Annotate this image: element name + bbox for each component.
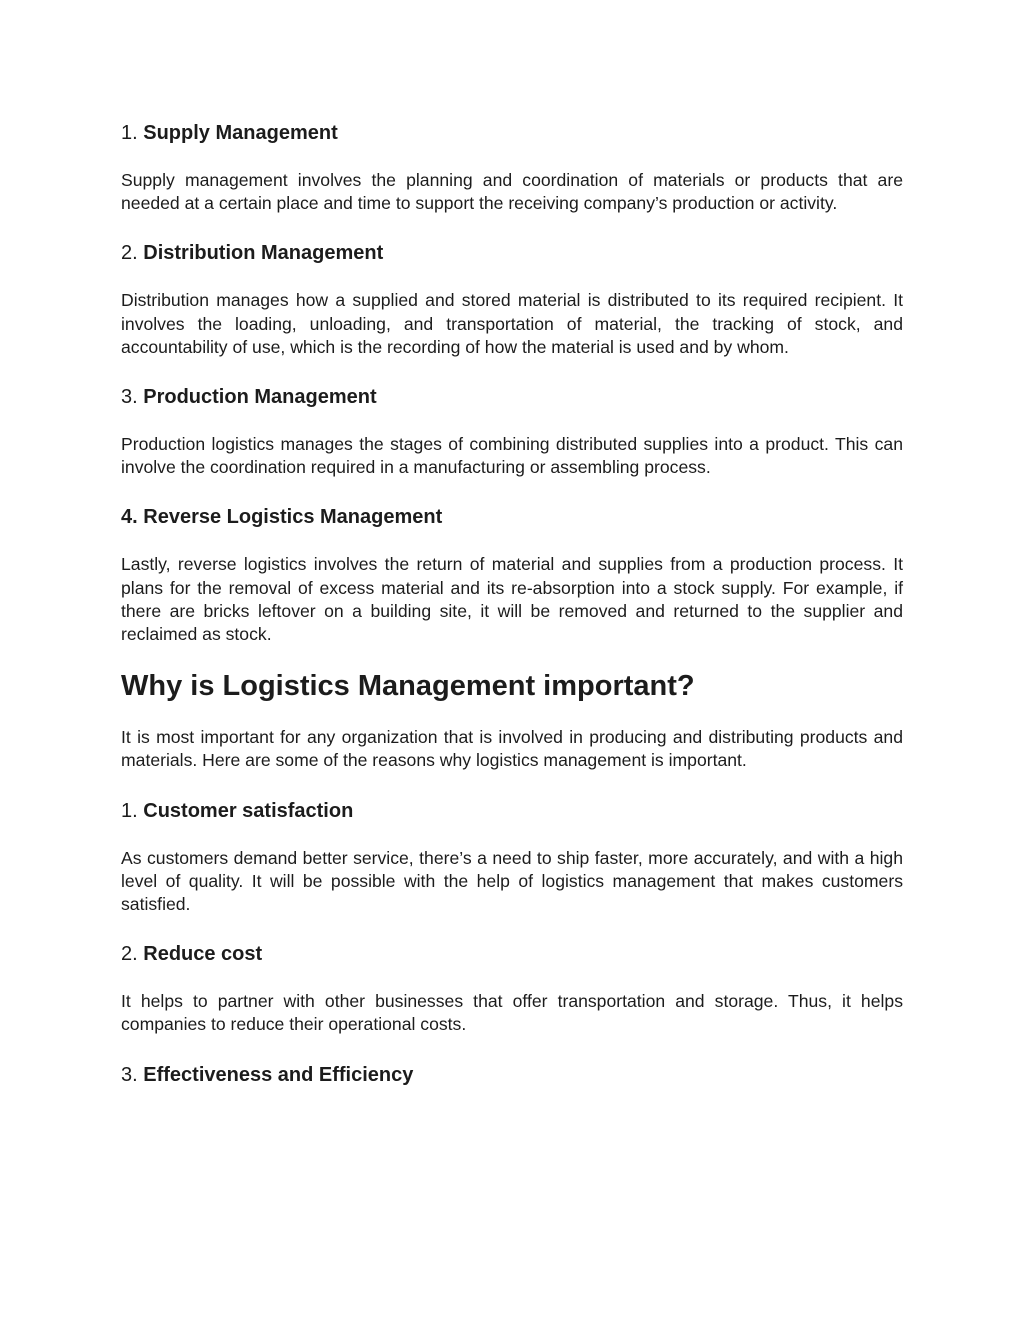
reason-number: 2. xyxy=(121,943,138,966)
section-title: Reverse Logistics Management xyxy=(143,506,443,529)
document-page xyxy=(121,121,903,1087)
section-title: Supply Management xyxy=(143,122,338,144)
reason-heading-reduce-cost xyxy=(121,942,903,966)
section-paragraph-distribution-management: Distribution manages how a supplied and stored material is distributed to its required recipient. It involves the loading, unloading, and transportation of material, the tracking of stock, and accountability of use, which is the recording of how the material is used and by whom. xyxy=(121,290,903,357)
reason-heading-customer-satisfaction xyxy=(121,799,903,823)
section-heading-reverse-logistics xyxy=(121,505,903,529)
reason-paragraph-customer-satisfaction: As customers demand better service, there’s a need to ship faster, more accurately, and with a high level of quality. It will be possible with the help of logistics management that makes customers satisfied. xyxy=(121,847,903,915)
reason-title: Reduce cost xyxy=(143,943,263,966)
section-title: Distribution Management xyxy=(143,242,384,265)
section-heading-production-management xyxy=(121,385,903,409)
section-paragraph-supply-management: Supply management involves the planning and coordination of materials or products that are needed at a certain place and time to support the receiving company’s production or activity. xyxy=(121,170,903,214)
reason-heading-effectiveness-efficiency xyxy=(121,1063,903,1087)
reason-number: 1. xyxy=(121,799,138,822)
importance-intro-paragraph: It is most important for any organization that is involved in producing and distributing products and materials. Here are some of the reasons why logistics management is important. xyxy=(121,727,903,771)
section-number: 2. xyxy=(121,242,138,265)
section-number: 3. xyxy=(121,386,138,409)
section-heading-supply-management xyxy=(121,121,903,145)
reason-title: Customer satisfaction xyxy=(143,799,354,822)
section-heading-distribution-management xyxy=(121,241,903,265)
section-number: 1. xyxy=(121,122,138,144)
reason-number: 3. xyxy=(121,1063,138,1086)
section-paragraph-reverse-logistics: Lastly, reverse logistics involves the return of material and supplies from a production process. It plans for the removal of excess material and its re-absorption into a stock supply. For example, if there are bricks leftover on a building site, it will be removed and returned to the supplier and reclaimed as stock. xyxy=(121,554,903,645)
importance-heading: Why is Logistics Management important? xyxy=(121,670,695,703)
reason-paragraph-reduce-cost: It helps to partner with other businesses that offer transportation and storage. Thus, it helps companies to reduce their operational costs. xyxy=(121,991,903,1035)
section-number: 4. xyxy=(121,506,138,529)
reason-title: Effectiveness and Efficiency xyxy=(143,1063,414,1086)
section-title: Production Management xyxy=(143,386,377,409)
section-paragraph-production-management: Production logistics manages the stages of combining distributed supplies into a product. This can involve the coordination required in a manufacturing or assembling process. xyxy=(121,434,903,478)
